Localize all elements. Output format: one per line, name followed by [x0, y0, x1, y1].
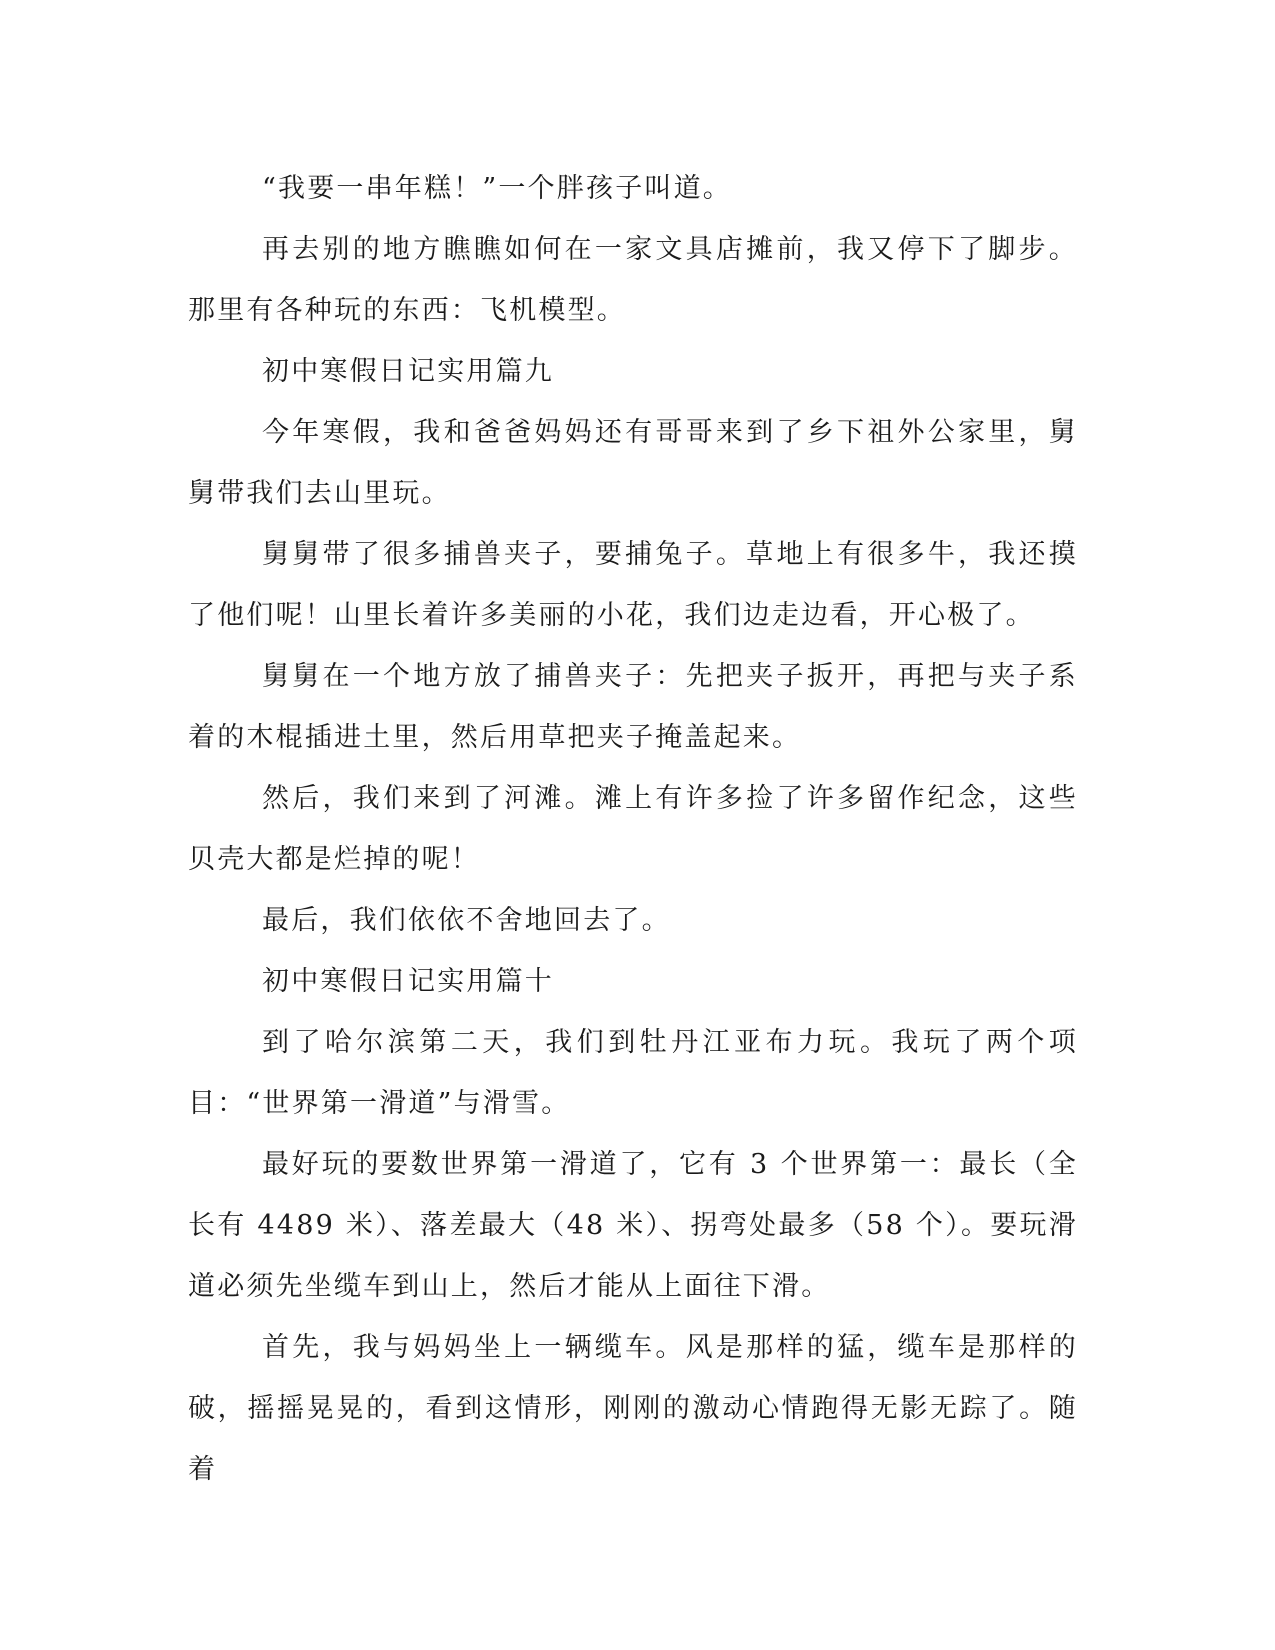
document-page [188, 158, 1078, 1500]
paragraph-cable-car: 首先，我与妈妈坐上一辆缆车。风是那样的猛，缆车是那样的破，摇摇晃晃的，看到这情形，刚刚的激动心情跑得无影无踪了。随着 [188, 1332, 1078, 1485]
paragraph-stationery-stall: 再去别的地方瞧瞧如何在一家文具店摊前，我又停下了脚步。那里有各种玩的东西：飞机模型。 [188, 234, 1078, 326]
section-heading-part-nine: 初中寒假日记实用篇九 [262, 356, 554, 387]
paragraph-winter-trip-countryside: 今年寒假，我和爸爸妈妈还有哥哥来到了乡下祖外公家里，舅舅带我们去山里玩。 [188, 417, 1078, 509]
paragraph-setting-trap: 舅舅在一个地方放了捕兽夹子：先把夹子扳开，再把与夹子系着的木棍插进土里，然后用草把夹子掩盖起来。 [188, 661, 1078, 753]
paragraph-traps-and-cattle: 舅舅带了很多捕兽夹子，要捕兔子。草地上有很多牛，我还摸了他们呢！山里长着许多美丽的小花，我们边走边看，开心极了。 [188, 539, 1078, 631]
paragraph-river-beach: 然后，我们来到了河滩。滩上有许多捡了许多留作纪念，这些贝壳大都是烂掉的呢！ [188, 783, 1078, 875]
paragraph-world-first-slide: 最好玩的要数世界第一滑道了，它有 3 个世界第一：最长（全长有 4489 米）、落差最大（48 米）、拐弯处最多（58 个）。要玩滑道必须先坐缆车到山上，然后才能从上面往下滑。 [188, 1149, 1078, 1302]
paragraph-harbin-yabuli: 到了哈尔滨第二天，我们到牡丹江亚布力玩。我玩了两个项目：“世界第一滑道”与滑雪。 [188, 1027, 1078, 1119]
paragraph-quote-rice-cake: “我要一串年糕！”一个胖孩子叫道。 [262, 173, 733, 204]
section-heading-part-ten: 初中寒假日记实用篇十 [262, 966, 554, 997]
paragraph-going-home: 最后，我们依依不舍地回去了。 [262, 905, 671, 936]
